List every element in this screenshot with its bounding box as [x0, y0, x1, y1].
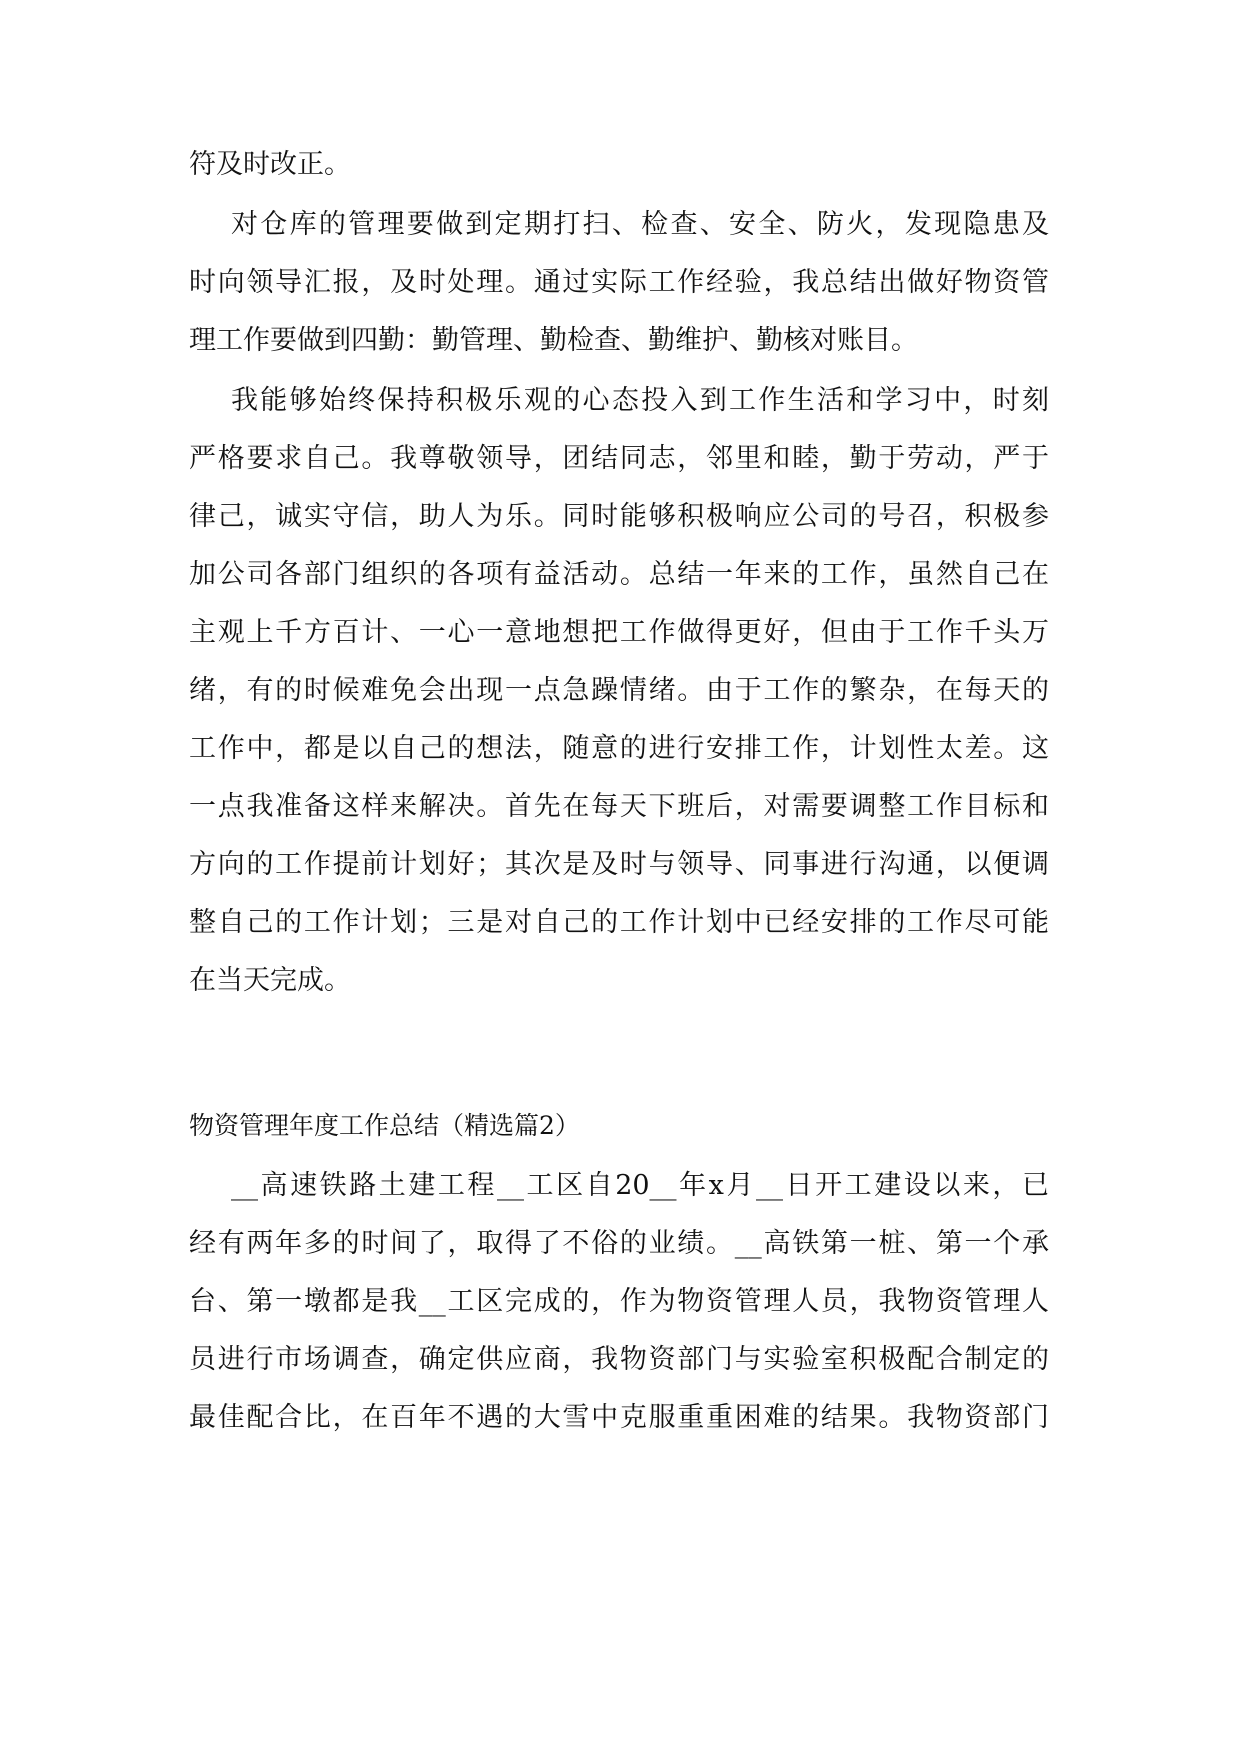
text-line: 我能够始终保持积极乐观的心态投入到工作生活和学习中，时刻: [231, 385, 1049, 416]
text-line: 加公司各部门组织的各项有益活动。总结一年来的工作，虽然自己在: [189, 559, 1049, 590]
text-line: 经有两年多的时间了，取得了不俗的业绩。__高铁第一桩、第一个承: [189, 1228, 1049, 1259]
text-line: 方向的工作提前计划好；其次是及时与领导、同事进行沟通，以便调: [189, 849, 1049, 880]
section-heading: 物资管理年度工作总结（精选篇2）: [189, 1111, 580, 1140]
text-line: 理工作要做到四勤：勤管理、勤检查、勤维护、勤核对账目。: [189, 325, 918, 356]
text-line: 主观上千方百计、一心一意地想把工作做得更好，但由于工作千头万: [189, 617, 1049, 648]
text-line: 符及时改正。: [189, 149, 351, 180]
text-line: 律己，诚实守信，助人为乐。同时能够积极响应公司的号召，积极参: [189, 501, 1049, 532]
text-line: 严格要求自己。我尊敬领导，团结同志，邻里和睦，勤于劳动，严于: [189, 443, 1049, 474]
text-line: 台、第一墩都是我__工区完成的，作为物资管理人员，我物资管理人: [189, 1286, 1049, 1317]
text-line: 对仓库的管理要做到定期打扫、检查、安全、防火，发现隐患及: [231, 209, 1049, 240]
text-line: 工作中，都是以自己的想法，随意的进行安排工作，计划性太差。这: [189, 733, 1049, 764]
text-line: 最佳配合比，在百年不遇的大雪中克服重重困难的结果。我物资部门: [189, 1402, 1049, 1433]
text-line: 在当天完成。: [189, 965, 351, 996]
text-line: 一点我准备这样来解决。首先在每天下班后，对需要调整工作目标和: [189, 791, 1049, 822]
text-line: 时向领导汇报，及时处理。通过实际工作经验，我总结出做好物资管: [189, 267, 1049, 298]
text-line: 绪，有的时候难免会出现一点急躁情绪。由于工作的繁杂，在每天的: [189, 675, 1049, 706]
text-line: 整自己的工作计划；三是对自己的工作计划中已经安排的工作尽可能: [189, 907, 1049, 938]
text-line: 员进行市场调查，确定供应商，我物资部门与实验室积极配合制定的: [189, 1344, 1049, 1375]
text-line: __高速铁路土建工程__工区自20__年x月__日开工建设以来，已: [231, 1170, 1049, 1201]
